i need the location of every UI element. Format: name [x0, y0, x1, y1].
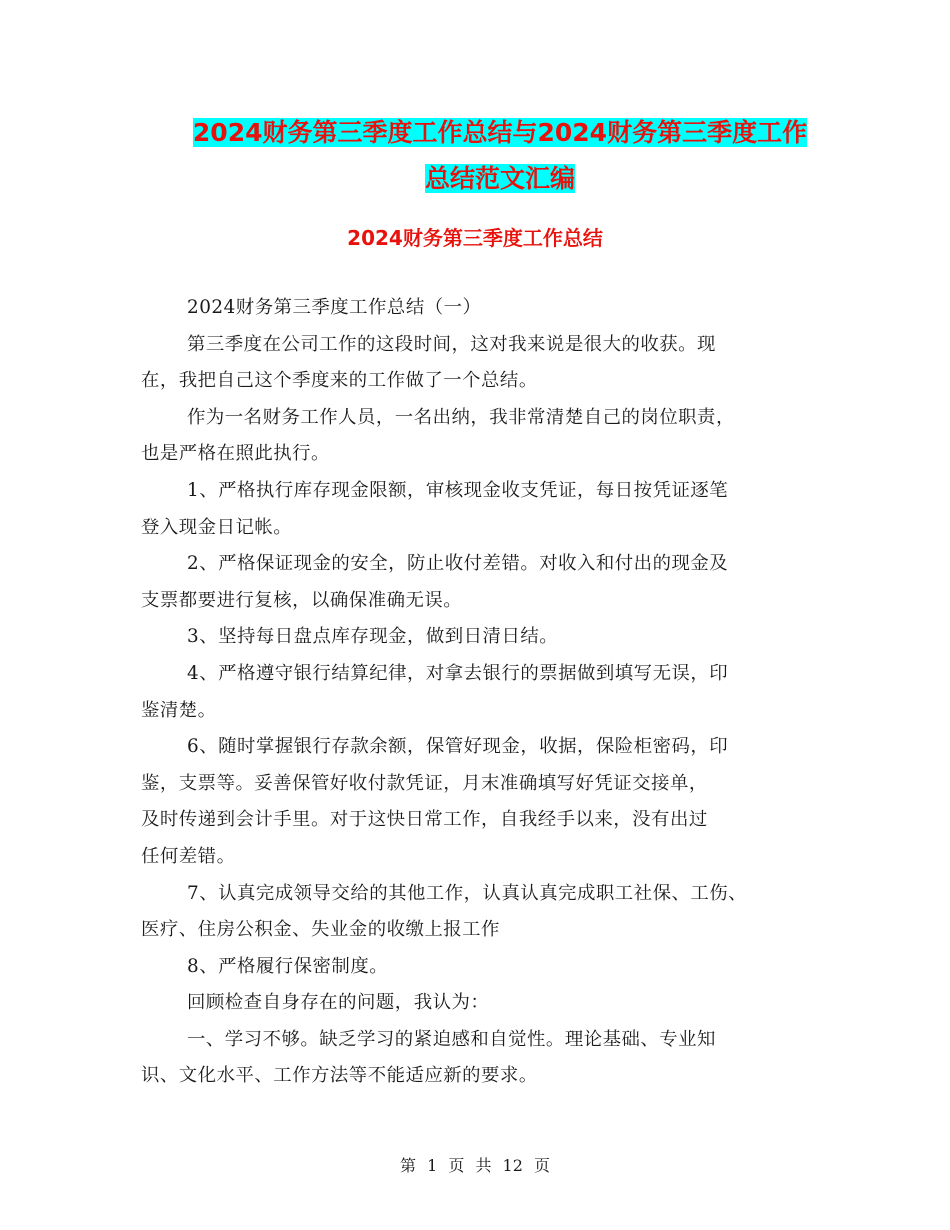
paragraph-line: 6、随时掌握银行存款余额，保管好现金，收据，保险柜密码，印	[187, 736, 729, 758]
paragraph-line: 支票都要进行复核，以确保准确无误。	[141, 589, 463, 611]
page-number-footer: 第 1 页 共 12 页	[400, 1156, 550, 1175]
paragraph-line: 作为一名财务工作人员，一名出纳，我非常清楚自己的岗位职责，	[187, 406, 735, 428]
paragraph-line: 及时传递到会计手里。对于这快日常工作，自我经手以来，没有出过	[141, 809, 708, 831]
paragraph-line: 4、严格遵守银行结算纪律，对拿去银行的票据做到填写无误，印	[187, 662, 729, 684]
paragraph-line: 2、严格保证现金的安全，防止收付差错。对收入和付出的现金及	[187, 553, 729, 575]
paragraph-line: 7、认真完成领导交给的其他工作，认真认真完成职工社保、工伤、	[187, 882, 748, 904]
paragraph-line: 8、严格履行保密制度。	[187, 955, 389, 977]
paragraph-line: 任何差错。	[141, 845, 236, 867]
paragraph-line: 登入现金日记帐。	[141, 516, 293, 538]
paragraph-line: 在，我把自己这个季度来的工作做了一个总结。	[141, 370, 538, 392]
section-title: 2024财务第三季度工作总结	[347, 226, 603, 250]
paragraph-line: 第三季度在公司工作的这段时间，这对我来说是很大的收获。现	[187, 333, 716, 355]
paragraph-line: 鉴，支票等。妥善保管好收付款凭证，月末准确填写好凭证交接单，	[141, 772, 708, 794]
document-title-line-1: 2024财务第三季度工作总结与2024财务第三季度工作	[192, 118, 808, 147]
document-title-line-2: 总结范文汇编	[424, 164, 575, 193]
paragraph-line: 也是严格在照此执行。	[141, 443, 330, 465]
body-text	[141, 290, 821, 1095]
paragraph-line: 3、坚持每日盘点库存现金，做到日清日结。	[187, 626, 559, 648]
paragraph-line: 医疗、住房公积金、失业金的收缴上报工作	[141, 919, 500, 941]
paragraph-line: 鉴清楚。	[141, 699, 217, 721]
paragraph-line: 识、文化水平、工作方法等不能适应新的要求。	[141, 1065, 538, 1087]
paragraph-line: 回顾检查自身存在的问题，我认为：	[187, 992, 490, 1014]
paragraph-line: 一、学习不够。缺乏学习的紧迫感和自觉性。理论基础、专业知	[187, 1028, 716, 1050]
paragraph-line: 1、严格执行库存现金限额，审核现金收支凭证，每日按凭证逐笔	[187, 479, 729, 501]
paragraph-line: 2024财务第三季度工作总结（一）	[187, 297, 482, 318]
document-title	[100, 110, 900, 202]
